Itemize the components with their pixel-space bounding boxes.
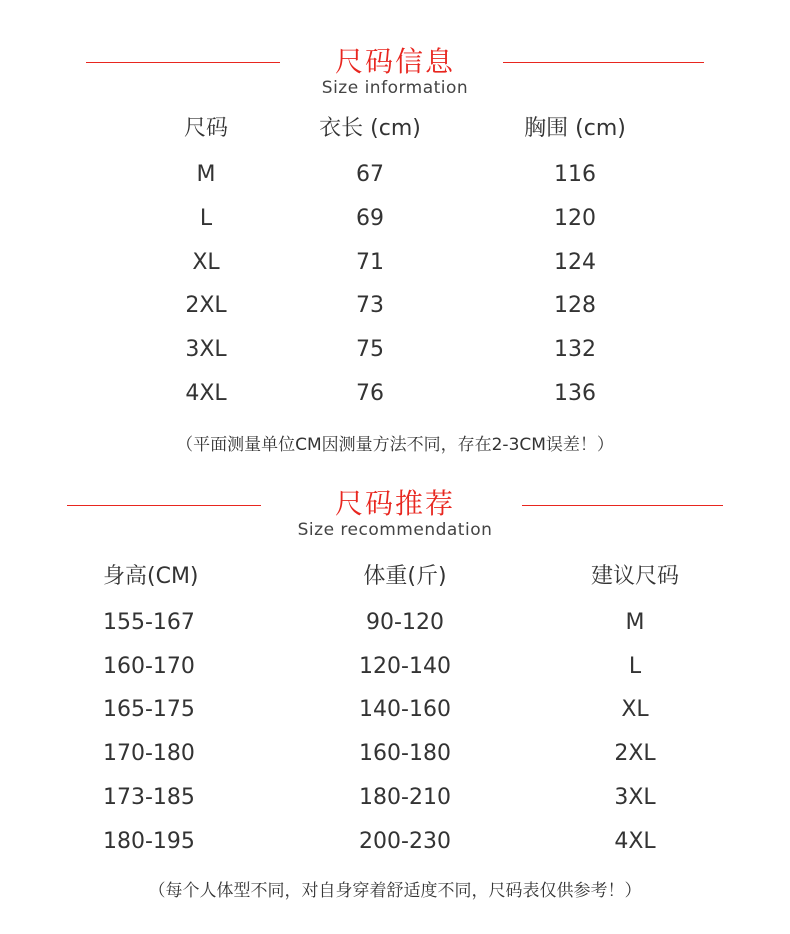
column-header-chest: 胸围 (cm) xyxy=(524,116,626,141)
chest-cell: 132 xyxy=(554,337,596,362)
table-row xyxy=(0,783,790,813)
table-row xyxy=(0,160,790,190)
chest-cell: 124 xyxy=(554,250,596,275)
weight-cell: 160-180 xyxy=(359,741,451,766)
length-cell: 71 xyxy=(356,250,384,275)
weight-cell: 180-210 xyxy=(359,785,451,810)
size-cell: 4XL xyxy=(185,381,227,406)
table-row xyxy=(0,248,790,278)
height-cell: 160-170 xyxy=(103,654,195,679)
section-title: 尺码信息 xyxy=(334,45,455,78)
size-cell: XL xyxy=(192,250,220,275)
table-row xyxy=(0,695,790,725)
table-row xyxy=(0,291,790,321)
table-header-row xyxy=(0,114,790,144)
measurement-note: （平面测量单位CM因测量方法不同，存在2-3CM误差！） xyxy=(176,435,614,455)
column-header-height: 身高(CM) xyxy=(103,564,199,589)
height-cell: 165-175 xyxy=(103,697,195,722)
height-cell: 180-195 xyxy=(103,829,195,854)
column-header-size: 尺码 xyxy=(183,116,228,141)
column-header-weight: 体重(斤) xyxy=(363,564,447,589)
height-cell: 155-167 xyxy=(103,610,195,635)
table-row xyxy=(0,608,790,638)
size-cell: L xyxy=(199,206,213,231)
recommended-size-cell: L xyxy=(628,654,642,679)
recommended-size-cell: 4XL xyxy=(614,829,656,854)
chest-cell: 136 xyxy=(554,381,596,406)
weight-cell: 200-230 xyxy=(359,829,451,854)
table-row xyxy=(0,652,790,682)
recommended-size-cell: 2XL xyxy=(614,741,656,766)
reference-note: （每个人体型不同，对自身穿着舒适度不同，尺码表仅供参考！） xyxy=(148,881,642,901)
section-subtitle: Size information xyxy=(321,78,469,98)
table-header-row xyxy=(0,562,790,592)
weight-cell: 90-120 xyxy=(366,610,444,635)
table-row xyxy=(0,204,790,234)
table-row xyxy=(0,335,790,365)
section-subtitle: Size recommendation xyxy=(297,520,493,540)
length-cell: 75 xyxy=(356,337,384,362)
chest-cell: 128 xyxy=(554,293,596,318)
size-cell: 3XL xyxy=(185,337,227,362)
weight-cell: 120-140 xyxy=(359,654,451,679)
chest-cell: 120 xyxy=(554,206,596,231)
chest-cell: 116 xyxy=(554,162,596,187)
size-cell: M xyxy=(196,162,216,187)
size-cell: 2XL xyxy=(185,293,227,318)
length-cell: 67 xyxy=(356,162,384,187)
recommended-size-cell: M xyxy=(625,610,645,635)
table-row xyxy=(0,379,790,409)
height-cell: 173-185 xyxy=(103,785,195,810)
weight-cell: 140-160 xyxy=(359,697,451,722)
table-row xyxy=(0,739,790,769)
recommended-size-cell: 3XL xyxy=(614,785,656,810)
table-row xyxy=(0,827,790,857)
column-header-length: 衣长 (cm) xyxy=(319,116,421,141)
column-header-recommended-size: 建议尺码 xyxy=(590,564,679,589)
length-cell: 76 xyxy=(356,381,384,406)
length-cell: 69 xyxy=(356,206,384,231)
length-cell: 73 xyxy=(356,293,384,318)
height-cell: 170-180 xyxy=(103,741,195,766)
section-title: 尺码推荐 xyxy=(334,487,455,520)
recommended-size-cell: XL xyxy=(621,697,649,722)
